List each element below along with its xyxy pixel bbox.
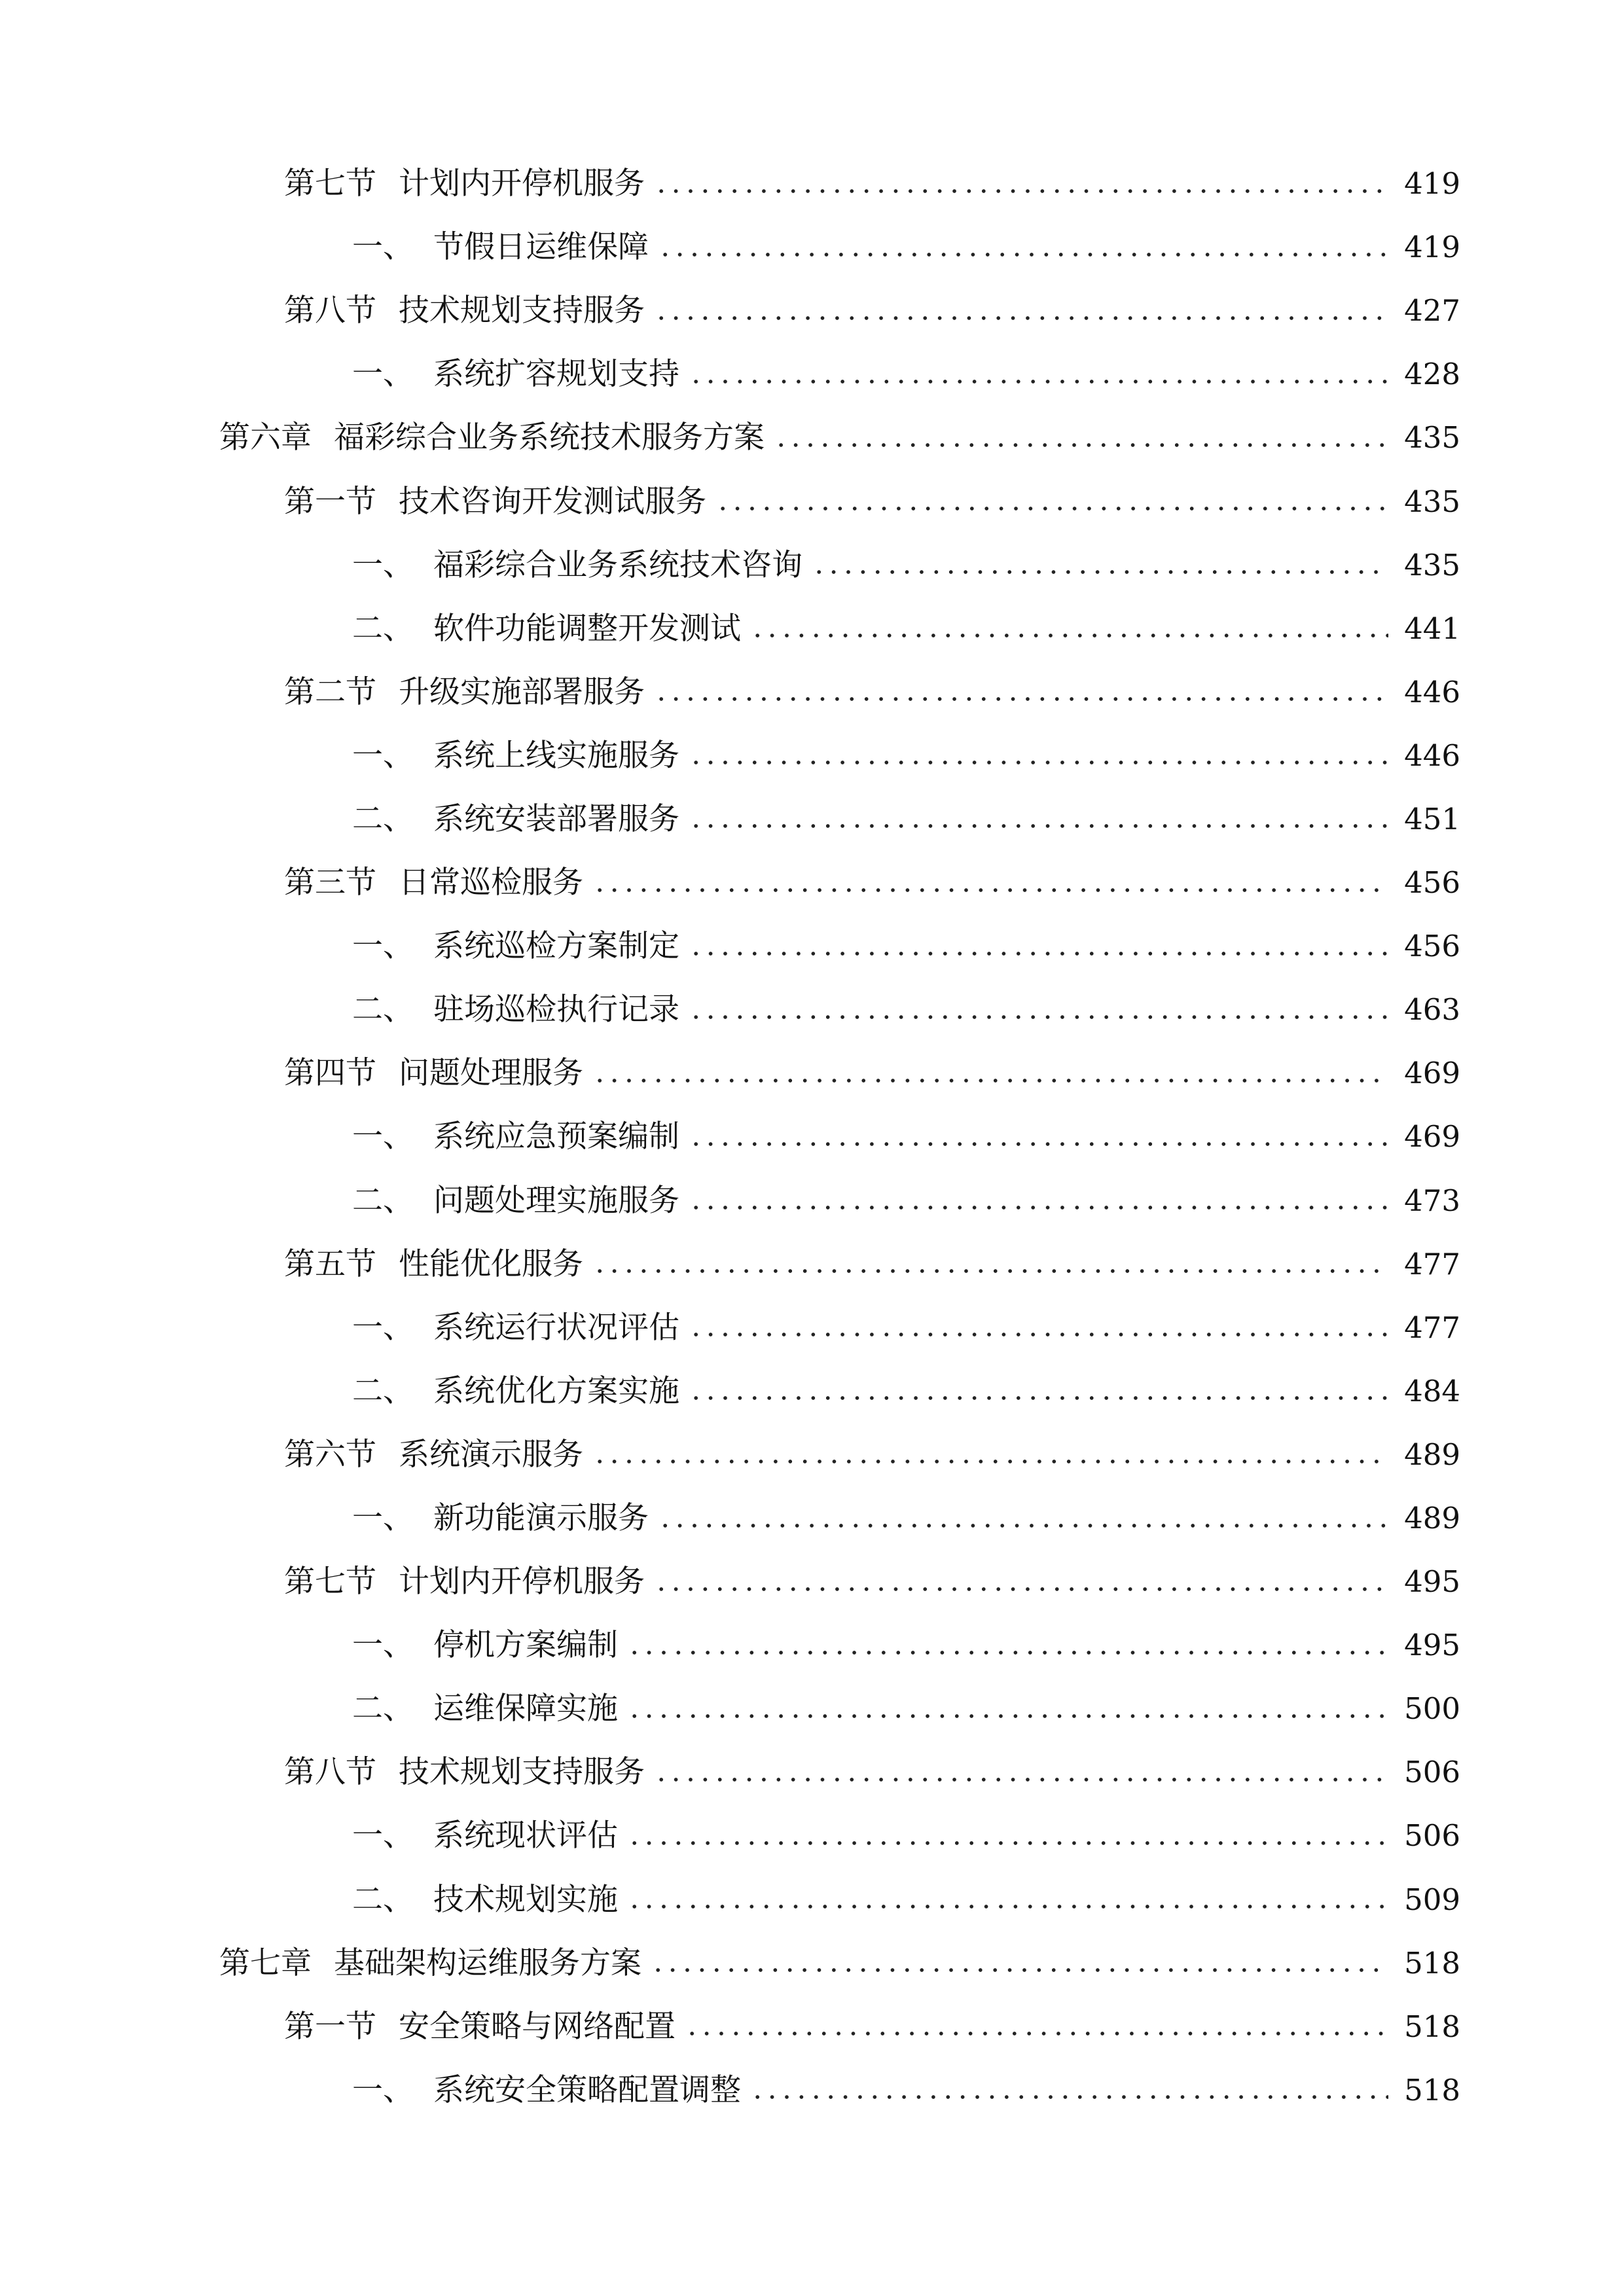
toc-subsection-entry[interactable] (0, 787, 1624, 851)
dot-leader (654, 1778, 1388, 1782)
toc-entry-number: 一、 (352, 1627, 414, 1664)
toc-entry-number: 二、 (352, 1691, 414, 1727)
dot-leader (654, 697, 1388, 701)
toc-section-entry[interactable] (0, 152, 1624, 215)
toc-section-entry[interactable] (0, 1041, 1624, 1105)
toc-entry-title: 系统应急预案编制 (433, 1119, 679, 1155)
toc-entry-number: 二、 (352, 992, 414, 1028)
toc-entry-number: 一、 (352, 1818, 414, 1854)
toc-entry-title: 停机方案编制 (433, 1627, 618, 1664)
toc-entry-number: 第四节 (284, 1055, 376, 1092)
toc-page-number: 435 (1404, 420, 1460, 456)
toc-entry-number: 第七节 (284, 166, 376, 202)
toc-entry-number: 第六章 (219, 420, 312, 456)
dot-leader (689, 761, 1388, 764)
toc-entry-title: 系统现状评估 (433, 1818, 618, 1854)
dot-leader (689, 1142, 1388, 1146)
toc-subsection-entry[interactable] (0, 342, 1624, 406)
toc-entry-number: 第八节 (284, 1754, 376, 1791)
toc-page-number: 500 (1404, 1691, 1460, 1727)
toc-entry-title: 节假日运维保障 (433, 229, 649, 266)
toc-subsection-entry[interactable] (0, 1868, 1624, 1931)
toc-entry-number: 二、 (352, 1182, 414, 1219)
toc-entry-title: 日常巡检服务 (399, 865, 583, 901)
toc-entry-number: 一、 (352, 737, 414, 774)
toc-entry-title: 系统巡检方案制定 (433, 928, 679, 965)
toc-entry-number: 第六节 (284, 1436, 376, 1473)
toc-entry-number: 二、 (352, 1881, 414, 1918)
toc-entry-title: 基础架构运维服务方案 (334, 1945, 641, 1981)
toc-page-number: 495 (1404, 1628, 1460, 1663)
dot-leader (627, 1714, 1388, 1718)
toc-entry-title: 系统安全策略配置调整 (433, 2072, 741, 2108)
toc-entry-title: 福彩综合业务系统技术咨询 (433, 547, 803, 583)
toc-section-entry[interactable] (0, 851, 1624, 914)
toc-entry-number: 第八节 (284, 293, 376, 329)
toc-entry-number: 第三节 (284, 865, 376, 901)
toc-subsection-entry[interactable] (0, 1359, 1624, 1423)
toc-entry-title: 软件功能调整开发测试 (433, 610, 741, 647)
dot-leader (689, 1015, 1388, 1019)
dot-leader (750, 2095, 1388, 2099)
dot-leader (592, 1079, 1388, 1083)
toc-entry-title: 技术规划实施 (433, 1881, 618, 1918)
toc-entry-title: 新功能演示服务 (433, 1500, 649, 1537)
toc-subsection-entry[interactable] (0, 215, 1624, 279)
toc-entry-number: 二、 (352, 1372, 414, 1409)
toc-section-entry[interactable] (0, 1995, 1624, 2058)
toc-entry-number: 二、 (352, 800, 414, 837)
toc-page-number: 477 (1404, 1246, 1460, 1282)
toc-page-number: 469 (1404, 1119, 1460, 1155)
dot-leader (689, 824, 1388, 828)
dot-leader (592, 888, 1388, 892)
toc-section-entry[interactable] (0, 1740, 1624, 1804)
toc-section-entry[interactable] (0, 1423, 1624, 1486)
toc-entry-number: 一、 (352, 229, 414, 266)
dot-leader (689, 1333, 1388, 1336)
toc-entry-title: 技术咨询开发测试服务 (399, 483, 706, 520)
dot-leader (658, 1524, 1388, 1528)
toc-section-entry[interactable] (0, 1232, 1624, 1296)
toc-subsection-entry[interactable] (0, 1296, 1624, 1359)
dot-leader (592, 1269, 1388, 1273)
toc-page-number: 506 (1404, 1755, 1460, 1790)
toc-page-number: 428 (1404, 357, 1460, 392)
toc-page-number: 518 (1404, 2009, 1460, 2044)
toc-subsection-entry[interactable] (0, 1486, 1624, 1550)
toc-entry-number: 一、 (352, 1309, 414, 1346)
toc-page-number: 518 (1404, 1945, 1460, 1981)
toc-entry-number: 第五节 (284, 1246, 376, 1282)
toc-page-number: 435 (1404, 547, 1460, 583)
toc-page-number: 506 (1404, 1818, 1460, 1854)
toc-page-number: 495 (1404, 1564, 1460, 1600)
dot-leader (654, 316, 1388, 320)
toc-page-number: 509 (1404, 1882, 1460, 1917)
dot-leader (689, 1206, 1388, 1210)
toc-entry-title: 福彩综合业务系统技术服务方案 (334, 420, 765, 456)
toc-entry-number: 第二节 (284, 673, 376, 710)
toc-subsection-entry[interactable] (0, 533, 1624, 597)
toc-section-entry[interactable] (0, 279, 1624, 342)
toc-page-number: 463 (1404, 992, 1460, 1028)
toc-subsection-entry[interactable] (0, 978, 1624, 1041)
toc-entry-title: 问题处理服务 (399, 1055, 583, 1092)
dot-leader (715, 507, 1388, 511)
dot-leader (654, 189, 1388, 193)
toc-entry-title: 技术规划支持服务 (399, 293, 645, 329)
toc-chapter-entry[interactable] (0, 1931, 1624, 1995)
toc-page-number: 489 (1404, 1501, 1460, 1536)
dot-leader (689, 380, 1388, 384)
toc-subsection-entry[interactable] (0, 2058, 1624, 2122)
toc-entry-number: 一、 (352, 928, 414, 965)
dot-leader (685, 2032, 1388, 2036)
toc-page-number: 456 (1404, 865, 1460, 901)
toc-section-entry[interactable] (0, 660, 1624, 724)
dot-leader (689, 1396, 1388, 1400)
toc-entry-title: 系统演示服务 (399, 1436, 583, 1473)
toc-entry-title: 安全策略与网络配置 (399, 2008, 676, 2045)
toc-entry-number: 一、 (352, 1500, 414, 1537)
toc-page-number: 518 (1404, 2072, 1460, 2108)
toc-page-number: 489 (1404, 1437, 1460, 1472)
toc-page-number: 469 (1404, 1056, 1460, 1091)
toc-subsection-entry[interactable] (0, 1169, 1624, 1232)
toc-entry-number: 一、 (352, 356, 414, 393)
toc-page-number: 441 (1404, 611, 1460, 646)
dot-leader (654, 1587, 1388, 1591)
toc-subsection-entry[interactable] (0, 724, 1624, 787)
table-of-contents (0, 152, 1624, 2122)
toc-page-number: 419 (1404, 230, 1460, 265)
toc-entry-title: 性能优化服务 (399, 1246, 583, 1282)
dot-leader (750, 634, 1388, 637)
toc-entry-title: 技术规划支持服务 (399, 1754, 645, 1791)
toc-chapter-entry[interactable] (0, 406, 1624, 469)
toc-entry-number: 第七节 (284, 1564, 376, 1600)
dot-leader (689, 952, 1388, 956)
toc-page-number: 451 (1404, 801, 1460, 836)
toc-entry-number: 一、 (352, 1119, 414, 1155)
toc-page-number: 446 (1404, 674, 1460, 709)
toc-entry-title: 系统扩容规划支持 (433, 356, 679, 393)
toc-page-number: 446 (1404, 738, 1460, 773)
dot-leader (658, 253, 1388, 257)
toc-entry-number: 一、 (352, 547, 414, 583)
toc-entry-title: 运维保障实施 (433, 1691, 618, 1727)
dot-leader (774, 443, 1388, 447)
toc-entry-number: 第一节 (284, 483, 376, 520)
toc-page-number: 456 (1404, 929, 1460, 964)
toc-section-entry[interactable] (0, 1550, 1624, 1613)
toc-entry-number: 第一节 (284, 2008, 376, 2045)
toc-entry-title: 升级实施部署服务 (399, 673, 645, 710)
toc-subsection-entry[interactable] (0, 1613, 1624, 1677)
toc-subsection-entry[interactable] (0, 1105, 1624, 1168)
toc-entry-title: 系统优化方案实施 (433, 1372, 679, 1409)
dot-leader (627, 1651, 1388, 1655)
toc-entry-title: 驻场巡检执行记录 (433, 992, 679, 1028)
toc-page-number: 435 (1404, 484, 1460, 519)
dot-leader (651, 1968, 1388, 1972)
dot-leader (627, 1905, 1388, 1909)
toc-entry-title: 计划内开停机服务 (399, 166, 645, 202)
toc-entry-title: 计划内开停机服务 (399, 1564, 645, 1600)
toc-subsection-entry[interactable] (0, 914, 1624, 978)
toc-entry-number: 二、 (352, 610, 414, 647)
toc-entry-number: 一、 (352, 2072, 414, 2108)
toc-subsection-entry[interactable] (0, 1677, 1624, 1740)
toc-page-number: 473 (1404, 1183, 1460, 1218)
toc-entry-title: 问题处理实施服务 (433, 1182, 679, 1219)
toc-subsection-entry[interactable] (0, 1804, 1624, 1867)
dot-leader (592, 1460, 1388, 1463)
toc-entry-number: 第七章 (219, 1945, 312, 1981)
toc-page-number: 419 (1404, 166, 1460, 202)
toc-page-number: 484 (1404, 1373, 1460, 1408)
dot-leader (627, 1841, 1388, 1845)
toc-entry-title: 系统运行状况评估 (433, 1309, 679, 1346)
toc-section-entry[interactable] (0, 469, 1624, 533)
toc-entry-title: 系统上线实施服务 (433, 737, 679, 774)
toc-page-number: 477 (1404, 1310, 1460, 1345)
toc-page-number: 427 (1404, 293, 1460, 329)
toc-entry-title: 系统安装部署服务 (433, 800, 679, 837)
dot-leader (812, 570, 1388, 574)
toc-subsection-entry[interactable] (0, 597, 1624, 660)
